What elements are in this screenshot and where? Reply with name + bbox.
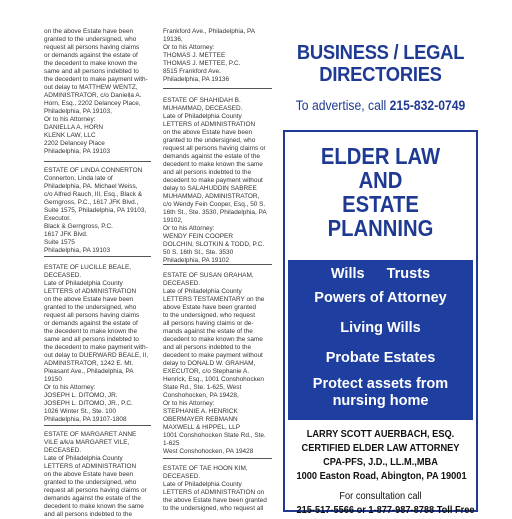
- notice-line: the decedent to make known the: [44, 328, 138, 335]
- notice-line: 2202 Delancey Place: [44, 140, 105, 147]
- notice-line: Philadelphia, PA 19107-1808: [44, 416, 127, 423]
- services-panel: [288, 260, 473, 420]
- notice-line: Late of Philadelphia County: [163, 288, 242, 295]
- notice-line: Black & Gerngross, P.C.: [44, 223, 113, 230]
- notice-line: the decedent to make known the: [44, 60, 138, 67]
- service-wills: Wills: [330, 266, 365, 282]
- notice-line: out delay to MATTHEW WENTZ,: [44, 84, 138, 91]
- notice-line: request all persons having claims: [44, 312, 140, 319]
- notice-line: THOMAS J. METTEE, P.C.: [163, 60, 241, 67]
- notice-line: Connerton, Linda late of: [44, 175, 113, 182]
- notice-line: LETTERS of ADMINISTRATION: [44, 463, 137, 470]
- notice-line: Or to his Attorney:: [163, 44, 215, 51]
- notice-line: ESTATE OF TAE HOON KIM,: [163, 465, 248, 472]
- notice-line: to the undersigned, who request all: [163, 505, 264, 512]
- notice-divider: [163, 458, 272, 459]
- notice-line: ESTATE OF LUCILLE BEALE,: [44, 264, 132, 271]
- notice-line: demands against the estate of the: [163, 153, 260, 160]
- notice-line: KLENK LAW, LLC: [44, 132, 96, 139]
- notice-line: ADMINISTRATOR, c/o Daniella A.: [44, 92, 142, 99]
- notice-line: 19150: [44, 376, 62, 383]
- elder-law-box: [283, 130, 478, 516]
- notice-line: or demands against the estate of: [44, 52, 138, 59]
- notice-line: on the above Estate have been: [44, 471, 134, 478]
- office-address: 1000 Easton Road, Abington, PA 19001: [296, 470, 467, 482]
- estate-notice: [163, 28, 272, 84]
- ad-title-line: AND: [358, 167, 403, 193]
- notice-divider: [163, 264, 272, 265]
- notice-line: 16th St., Ste. 3530, Philadelphia, PA: [163, 209, 267, 216]
- notice-line: West Conshohocken, PA 19428: [163, 448, 254, 455]
- notice-line: LETTERS of ADMINISTRATION: [163, 121, 256, 128]
- notice-line: Or to his Attorney:: [44, 384, 96, 391]
- notice-line: DECEASED.: [163, 473, 201, 480]
- notice-line: demands against the estate of the: [44, 495, 141, 502]
- advertise-phone: 215-832-0749: [389, 98, 466, 113]
- notice-line: the above Estate have been granted: [163, 497, 267, 504]
- notice-line: LETTERS of ADMINISTRATION: [44, 288, 137, 295]
- notice-line: ADMINISTRATOR, 1242 E. Mt.: [44, 360, 134, 367]
- notice-line: all persons having claims or de-: [163, 320, 254, 327]
- advertise-text: To advertise, call: [295, 98, 390, 113]
- notice-line: Or to his Attorney:: [44, 116, 96, 123]
- notice-divider: [44, 161, 151, 162]
- notice-line: DECEASED.: [163, 280, 201, 287]
- notice-line: DOLCHIN, SLOTKIN & TODD, P.C.: [163, 241, 265, 248]
- notice-line: ESTATE OF SUSAN GRAHAM,: [163, 272, 254, 279]
- notice-line: granted to the undersigned, who: [44, 36, 137, 43]
- notice-line: Late of Philadelphia County: [44, 455, 123, 462]
- notice-line: 1001 Conshohocken State Rd., Ste.: [163, 432, 266, 439]
- estate-notice: [44, 431, 151, 519]
- elder-law-advertisement: [283, 34, 478, 516]
- notice-line: Philadelphia, PA. Michael Weiss,: [44, 183, 138, 190]
- notice-line: Philadelphia, PA 19103: [44, 247, 111, 254]
- notice-line: STEPHANIE A. HENRICK: [163, 408, 238, 415]
- notice-line: Philadelphia, PA 19102: [163, 257, 230, 264]
- notice-line: THOMAS J. METTEE: [163, 52, 226, 59]
- notice-line: JOSEPH L. DITOMO, JR.: [44, 392, 118, 399]
- notice-line: above Estate have been granted: [163, 304, 257, 311]
- ad-title-line: ESTATE: [342, 191, 419, 217]
- notice-line: on the above Estate have been: [163, 129, 253, 136]
- notice-line: and all persons indebted to the: [163, 344, 252, 351]
- notice-line: decedent to make known the same: [44, 503, 144, 510]
- notice-line: decedent to make known the same: [163, 161, 263, 168]
- notice-line: on the above Estate have been: [44, 296, 134, 303]
- notice-line: request all persons having claims or: [163, 145, 266, 152]
- notice-line: ESTATE OF SHAHIDAH B.: [163, 97, 241, 104]
- notice-line: granted to the undersigned, who: [163, 137, 256, 144]
- notice-line: LETTERS of ADMINISTRATION on: [163, 489, 265, 496]
- notice-line: JOSEPH L. DITOMO, JR., P.C.: [44, 400, 133, 407]
- directory-header-line: BUSINESS / LEGAL: [296, 42, 465, 64]
- notice-line: Suite 1575, Philadelphia, PA 19103,: [44, 207, 147, 214]
- notice-line: delay to SALAHUDDIN SABREE: [163, 185, 257, 192]
- notice-line: out delay to DUERWARD BEALE, II,: [44, 352, 149, 359]
- notice-line: DECEASED.: [44, 447, 82, 454]
- notice-line: MUHAMMAD, DECEASED.: [163, 105, 243, 112]
- notice-line: Executor.: [44, 215, 71, 222]
- notice-line: VILE a/k/a MARGARET VILE,: [44, 439, 130, 446]
- notice-line: Or to his Attorney:: [163, 400, 215, 407]
- attorney-credentials: CPA-PFS, J.D., LL.M.,MBA: [323, 456, 438, 468]
- service-probate-estates: Probate Estates: [325, 350, 436, 366]
- advertise-line: [293, 98, 469, 113]
- directory-header: [291, 42, 470, 86]
- notice-line: DECEASED.: [44, 272, 82, 279]
- service-asset-protection: Protect assets from nursing home: [312, 376, 449, 409]
- estate-notice: [44, 28, 151, 156]
- service-wills-trusts: [288, 266, 473, 282]
- notice-line: ESTATE OF LINDA CONNERTON: [44, 167, 143, 174]
- estate-notice: [163, 272, 272, 456]
- estate-notice: [163, 97, 272, 265]
- service-powers-of-attorney: Powers of Attorney: [314, 290, 447, 306]
- notice-line: Gerngross, P.C., 1617 JFK Blvd.,: [44, 199, 139, 206]
- notice-line: ESTATE OF MARGARET ANNE: [44, 431, 137, 438]
- notice-line: decedent to make payment without: [163, 352, 263, 359]
- notice-line: MAXWELL & HIPPEL, LLP: [163, 424, 241, 431]
- notice-line: Late of Philadelphia County: [163, 113, 242, 120]
- attorney-name: LARRY SCOTT AUERBACH, ESQ.: [306, 428, 455, 440]
- notice-line: Conshohocken, PA 19428,: [163, 392, 239, 399]
- notice-divider: [44, 425, 151, 426]
- notice-line: same and all persons indebted to: [44, 68, 139, 75]
- notice-line: Suite 1575: [44, 239, 75, 246]
- notice-line: Philadelphia, PA 19103,: [44, 108, 112, 115]
- notice-line: request all persons having claims or: [44, 487, 147, 494]
- consultation-label: For consultation call: [339, 490, 422, 502]
- ad-title: [296, 144, 464, 240]
- notice-divider: [163, 88, 272, 89]
- notice-line: Horn, Esq., 2202 Delancey Place,: [44, 100, 141, 107]
- notice-line: request all persons having claims: [44, 44, 140, 51]
- ad-title-line: ELDER LAW: [320, 143, 441, 169]
- notice-line: to the undersigned, who request: [163, 312, 255, 319]
- notice-line: granted to the undersigned, who: [44, 479, 137, 486]
- notice-line: the decedent to make payment with-: [44, 344, 148, 351]
- notice-line: Henrick, Esq., 1001 Conshohocken: [163, 376, 264, 383]
- notice-line: 19102,: [163, 217, 183, 224]
- notice-line: c/o Alfred Rauch, III, Esq., Black &: [44, 191, 143, 198]
- notice-line: Late of Philadelphia County: [163, 481, 242, 488]
- notice-line: decedent to make known the same: [163, 336, 263, 343]
- notice-divider: [44, 256, 151, 257]
- consultation-phones: 215-517-5566 or 1-877-987-8788 Toll Free: [296, 504, 475, 516]
- notice-line: and all persons indebted to the: [44, 511, 133, 518]
- ad-title-line: PLANNING: [327, 215, 434, 241]
- notice-line: Frankford Ave., Philadelphia, PA: [163, 28, 256, 35]
- service-trusts: Trusts: [386, 266, 431, 282]
- notice-line: granted to the undersigned, who: [44, 304, 137, 311]
- notice-line: Philadelphia, PA 19103: [44, 148, 111, 155]
- notice-line: 8515 Frankford Ave.: [163, 68, 221, 75]
- notice-line: decedent to make payment without: [163, 177, 263, 184]
- notice-line: delay to DONALD W. GRAHAM,: [163, 360, 256, 367]
- notice-line: DANIELLA A. HORN: [44, 124, 104, 131]
- estate-notice: [44, 264, 151, 424]
- notice-line: WENDY FEIN COOPER: [163, 233, 233, 240]
- notice-line: or demands against the estate of: [44, 320, 138, 327]
- notice-line: 1617 JFK Blvd.: [44, 231, 88, 238]
- notice-line: same and all persons indebted to: [44, 336, 139, 343]
- estate-notice: [44, 167, 151, 255]
- notice-line: State Rd., Ste. 1-625, West: [163, 384, 242, 391]
- service-living-wills: Living Wills: [340, 320, 421, 336]
- notice-line: and all persons indebted to the: [163, 169, 252, 176]
- notice-line: EXECUTOR, c/o Stephanie A.: [163, 368, 250, 375]
- notice-line: OBERMAYER REBMANN: [163, 416, 238, 423]
- notice-line: Philadelphia, PA 19136: [163, 76, 230, 83]
- notice-line: MUHAMMAD, ADMINISTRATOR,: [163, 193, 260, 200]
- notice-line: Pleasant Ave., Philadelphia, PA: [44, 368, 134, 375]
- notice-line: Or to his Attorney:: [163, 225, 215, 232]
- notice-line: the decedent to make payment with-: [44, 76, 148, 83]
- notice-line: 1-625: [163, 440, 180, 447]
- notice-line: LETTERS TESTAMENTARY on the: [163, 296, 265, 303]
- notice-line: 1026 Winter St., Ste. 100: [44, 408, 116, 415]
- estate-notice: [163, 465, 272, 513]
- notice-line: c/o Wendy Fein Cooper, Esq., 50 S.: [163, 201, 266, 208]
- notice-line: Late of Philadelphia County: [44, 280, 123, 287]
- notice-line: mands against the estate of the: [163, 328, 253, 335]
- notice-line: on the above Estate have been: [44, 28, 134, 35]
- directory-header-line: DIRECTORIES: [319, 64, 442, 86]
- notice-line: 50 S. 16th St., Ste. 3530: [163, 249, 234, 256]
- attorney-title: CERTIFIED ELDER LAW ATTORNEY: [301, 442, 460, 454]
- notice-line: 19136,: [163, 36, 183, 43]
